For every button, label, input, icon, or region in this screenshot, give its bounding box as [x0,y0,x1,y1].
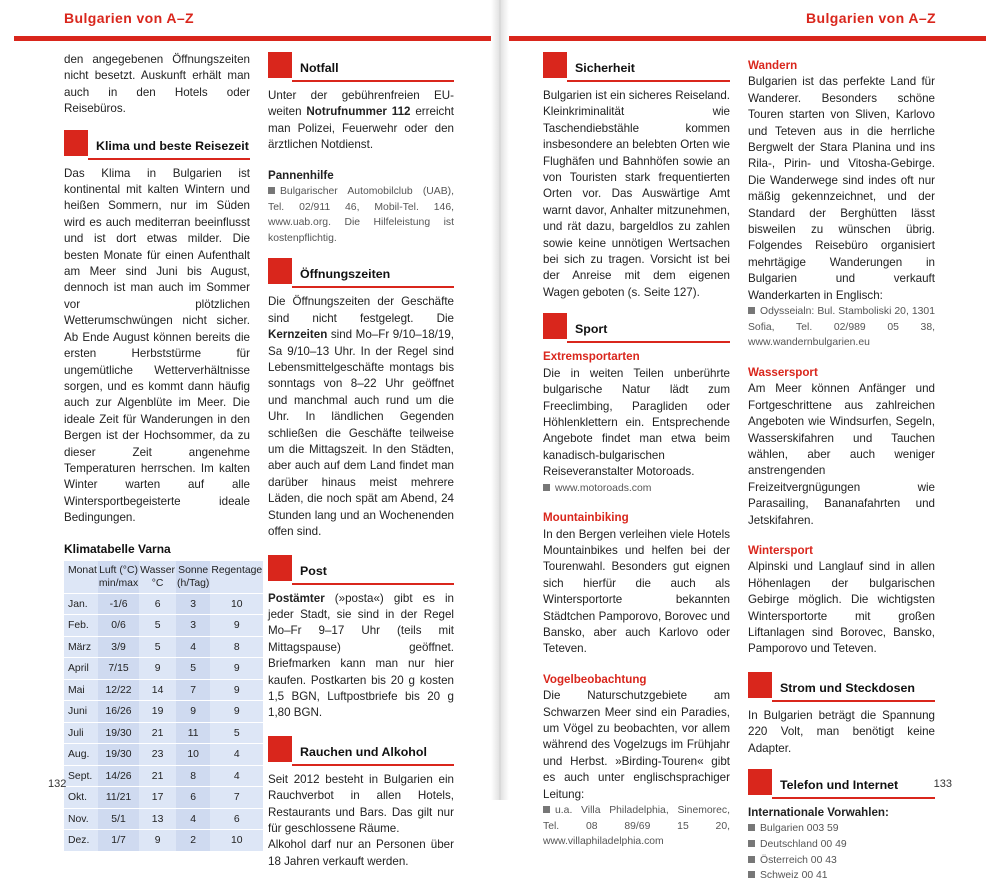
page-number-left: 132 [48,777,67,790]
section-heading-rauchen [268,742,454,766]
table-cell: 19 [139,701,176,723]
table-cell: 16/26 [98,701,139,723]
heading-title: Strom und Steckdosen [780,680,915,695]
table-row [64,830,263,851]
table-row [64,808,263,830]
vorwahlen-title: Internationale Vorwahlen: [748,806,889,819]
section-heading-klima [64,136,250,160]
table-cell: 9 [210,615,263,637]
table-cell: 3 [176,615,210,637]
section-heading-sport [543,319,730,343]
info-bullet-icon [543,484,550,491]
table-cell: Dez. [64,830,98,851]
table-cell: Aug. [64,744,98,766]
table-cell: 19/30 [98,722,139,744]
table-cell: 5/1 [98,808,139,830]
table-row [64,765,263,787]
pannenhilfe-title: Pannenhilfe [268,168,334,182]
heading-square-icon [268,736,292,762]
table-cell: 6 [210,808,263,830]
oeffnungszeiten-paragraph: Die Öffnungszeiten der Geschäfte sind nicht festgelegt. Die Kernzeiten sind Mo–Fr 9/10–18/19, Sa 9/10–13 Uhr. In der Regel sind Lebensmittelgeschäfte montags bis sonntags von 8–22 Uhr geöffnet und manchmal auch rund um die Uhr. In ländlichen Gegenden schließen die Geschäfte teilweise um die Mittagszeit. In den Städten, aber auch auf dem Land findet man darüber hinaus meist mehrere Läden, die noch spät am Abend, 24 Stunden lang und an Wochenenden offen sind. [268,295,454,539]
table-cell: 21 [139,722,176,744]
wintersport-paragraph: Alpinski und Langlauf sind in allen Höhenlagen der bulgarischen Gebirge möglich. Die wichtigsten Wintersportorte mit großen Liftanlagen sind Borovec, Bansko, Pamporovo und Teteven. [748,560,935,656]
klima-paragraph: Das Klima in Bulgarien ist kontinental mit kalten Wintern und heißen Sommern, nur im Süden wird es auch mediterran beeinflusst und ist dort etwas milder. Die besten Monate für einen Aufenthalt am Meer sind Juni bis August, dennoch ist man auch im Sommer vor plötzlichen Wetterumschwüngen nicht sicher. Ab Ende August können bereits die ersten Herbststürme für ungemütliche Wetterverhältnisse sorgen, und es kommt dann häufig auch zur Algenblüte im Meer. Die ideale Zeit für Wanderungen in den Bergen ist der Hochsommer, da zu dieser Zeit angenehme Temperaturen herrschen. Im kalten Winter warten auf alle Wintersportbegeisterte ideale Bedingungen. [64,166,250,525]
table-header-cell: Wasser °C [139,561,176,594]
page-number-right: 133 [933,777,952,790]
table-cell: 6 [139,593,176,615]
heading-square-icon [543,313,567,339]
column-2 [268,52,454,870]
table-cell: 4 [210,765,263,787]
section-heading-oeffnungszeiten [268,264,454,288]
post-paragraph: Postämter (»posta«) gibt es in jeder Stadt, sie sind in der Regel Mo–Fr 9–17 Uhr (teils mit Mittagspause) geöffnet. Briefmarken kann man nur hier kaufen. Postkarten bis 20 g kosten 1,5 BGN, Luftpostbriefe bis 20 g 1,80 BGN. [268,591,454,720]
table-header-cell: Monat [64,561,98,594]
table-cell: 7 [176,679,210,701]
table-cell: 2 [176,830,210,851]
table-cell: 13 [139,808,176,830]
header-rule-right [508,36,986,41]
section-heading-notfall [268,58,454,82]
extremsport-info: www.motoroads.com [543,481,730,497]
table-row [64,658,263,680]
table-cell: 4 [210,744,263,766]
table-row [64,744,263,766]
heading-title: Sport [575,322,608,337]
strom-paragraph: In Bulgarien beträgt die Spannung 220 Volt, man benötigt keine Adapter. [748,708,935,755]
mountainbiking-paragraph: In den Bergen verleihen viele Hotels Mountainbikes und helfen bei der Tourenwahl. Besonders gut eignen sich hierfür die auch als Wintersportorte bekannten Städtchen Pamporovo, Borovec und Bansko, aber auch Karlovo oder Teteven. [543,527,730,656]
section-heading-sicherheit [543,58,730,82]
pannenhilfe-info: Bulgarischer Automobilclub (UAB), Tel. 02/911 46, Mobil-Tel. 146, www.uab.org. Die Hilfeleistung ist kostenpflichtig. [268,186,454,244]
heading-title: Sicherheit [575,61,635,75]
heading-square-icon [543,52,567,78]
table-cell: April [64,658,98,680]
table-cell: 21 [139,765,176,787]
table-cell: 7 [210,787,263,809]
table-cell: 9 [139,658,176,680]
table-cell: 3/9 [98,636,139,658]
heading-title: Rauchen und Alkohol [300,744,427,759]
table-cell: 4 [176,636,210,658]
heading-square-icon [268,555,292,581]
table-cell: 11 [176,722,210,744]
table-cell: Sept. [64,765,98,787]
table-cell: Okt. [64,787,98,809]
table-cell: Juni [64,701,98,723]
table-cell: 8 [176,765,210,787]
table-header-cell: Regentage [210,561,263,594]
table-row [64,701,263,723]
notfall-paragraph: Unter der gebührenfreien EU-weiten Notrufnummer 112 erreicht man Polizei, Feuerwehr oder den ärztlichen Notdienst. [268,89,455,152]
table-cell: 5 [139,636,176,658]
table-cell: 10 [176,744,210,766]
table-row [64,787,263,809]
table-row [64,615,263,637]
table-row [64,722,263,744]
table-cell: 14 [139,679,176,701]
table-cell: 6 [176,787,210,809]
subheading-wassersport: Wassersport [748,365,818,379]
table-cell: 9 [210,658,263,680]
header-rule-left [14,36,492,41]
section-heading-telefon [748,775,935,799]
table-cell: 19/30 [98,744,139,766]
running-header-left: Bulgarien von A–Z [64,10,194,26]
list-item: Schweiz 00 41 [748,868,935,884]
subheading-mountainbiking: Mountainbiking [543,511,629,525]
table-cell: März [64,636,98,658]
wassersport-paragraph: Am Meer können Anfänger und Fortgeschrittene aus zahlreichen Angeboten wie Windsurfen, Segeln, Wasserskifahren und Tauchen wählen, aber auch weniger anstrengenden Freizeitvergnügungen wie Parasailing, Bananafahrten und Jetskifahren. [748,382,935,527]
info-bullet-icon [748,824,755,831]
table-cell: 12/22 [98,679,139,701]
table-cell: 10 [210,830,263,851]
climate-table [64,561,263,851]
table-cell: 5 [210,722,263,744]
table-cell: 5 [139,615,176,637]
table-cell: 4 [176,808,210,830]
subheading-vogelbeobachtung: Vogelbeobachtung [543,672,647,686]
table-cell: 0/6 [98,615,139,637]
heading-square-icon [748,769,772,795]
table-cell: 9 [210,701,263,723]
table-cell: 11/21 [98,787,139,809]
list-item: Österreich 00 43 [748,853,935,869]
section-heading-strom [748,678,935,702]
table-row [64,593,263,615]
table-cell: Mai [64,679,98,701]
table-cell: 23 [139,744,176,766]
heading-square-icon [268,258,292,284]
info-bullet-icon [748,871,755,878]
extremsport-paragraph: Die in weiten Teilen unberührte bulgarische Natur lädt zum Freeclimbing, Paragliden oder Höhlenklettern ein. Entsprechende Angebote findet man etwa beim kanadisch-bulgarischen Reiseveranstalter Motoroads. [543,366,730,479]
table-cell: 5 [176,658,210,680]
table-header-cell: Luft (°C) min/max [98,561,139,594]
table-cell: 1/7 [98,830,139,851]
info-bullet-icon [748,307,755,314]
vogelbeobachtung-info: u.a. Villa Philadelphia, Sinemorec, Tel. 08 89/69 15 20, www.villaphiladelphia.com [543,805,730,848]
subheading-wandern: Wandern [748,59,798,72]
heading-title: Telefon und Internet [780,778,899,792]
section-heading-post [268,561,454,585]
table-cell: Juli [64,722,98,744]
wandern-paragraph: Bulgarien ist das perfekte Land für Wanderer. Besonders schöne Touren starten von Sliven, Karlovo und Teteven aus in die herrliche Bergwelt der Stara Planina und ins Rila-, Pirin- und Vitosha-Gebirge. Die Wanderwege sind indes oft nur mäßig gekennzeichnet, und der Standard der Berghütten lässt bisweilen zu wünschen übrig. Folgendes Reisebüro organisiert mehrtägige Wanderungen in Bulgarien und verkauft Wanderkarten in Englisch: [748,75,935,302]
table-cell: Feb. [64,615,98,637]
subheading-extremsport: Extremsportarten [543,350,640,364]
table-cell: 3 [176,593,210,615]
table-cell: 7/15 [98,658,139,680]
heading-title: Notfall [300,61,339,75]
list-item: Deutschland 00 49 [748,837,935,853]
wandern-info: Odysseialn: Bul. Stamboliski 20, 1301 Sofia, Tel. 02/989 05 38, www.wandernbulgarien.eu [748,306,935,349]
heading-title: Öffnungszeiten [300,267,391,282]
intro-paragraph: den angegebenen Öffnungszeiten nicht besetzt. Auskunft erhält man auch in den Hotels oder Reisebüros. [64,53,250,116]
table-header-cell: Sonne (h/Tag) [176,561,210,594]
alkohol-paragraph: Alkohol darf nur an Personen über 18 Jahren verkauft werden. [268,838,454,868]
table-row [64,679,263,701]
table-cell: Jan. [64,593,98,615]
table-row [64,636,263,658]
column-4 [748,52,935,884]
table-cell: -1/6 [98,593,139,615]
list-item: Bulgarien 003 59 [748,821,935,837]
table-cell: 9 [176,701,210,723]
table-cell: 10 [210,593,263,615]
subheading-wintersport: Wintersport [748,543,813,557]
table-title: Klimatabelle Varna [64,541,171,556]
vorwahlen-list [748,821,935,883]
vogelbeobachtung-paragraph: Die Naturschutzgebiete am Schwarzen Meer sind ein Paradies, um Vögel zu beobachten, vor allem während des Vogelzugs im Frühjahr und Herbst. »Birding-Touren« gibt es auch unter englischsprachiger Leitung: [543,689,730,801]
column-3 [543,52,730,850]
table-cell: 17 [139,787,176,809]
table-cell: 8 [210,636,263,658]
table-cell: 14/26 [98,765,139,787]
table-cell: Nov. [64,808,98,830]
running-header-right: Bulgarien von A–Z [806,10,936,26]
info-bullet-icon [748,840,755,847]
column-1 [64,52,263,851]
sicherheit-paragraph: Bulgarien ist ein sicheres Reiseland. Kleinkriminalität wie Taschendiebstähle kommen insbesondere an belebten Orten wie Flughäfen und Bahnhöfen sowie an von Touristen stark frequentierten Orten vor. Das Auswärtige Amt warnt davor, Anhalter mitzunehmen, und rät dazu, bargeldlos zu zahlen sowie keine unnötigen Wertsachen bei sich zu tragen. Vorsicht ist bei der Anreise mit dem eigenen Wagen geboten (s. Seite 127). [543,89,730,299]
table-cell: 9 [210,679,263,701]
info-bullet-icon [748,856,755,863]
table-cell: 9 [139,830,176,851]
info-bullet-icon [268,187,275,194]
heading-title: Klima und beste Reisezeit [96,138,249,153]
info-bullet-icon [543,806,550,813]
heading-title: Post [300,563,327,578]
heading-square-icon [748,672,772,698]
heading-square-icon [64,130,88,156]
rauchen-paragraph: Seit 2012 besteht in Bulgarien ein Rauchverbot in allen Hotels, Restaurants und Bars. Das gilt nur für geschlossene Räume. [268,772,454,835]
heading-square-icon [268,52,292,78]
book-gutter [491,0,509,800]
